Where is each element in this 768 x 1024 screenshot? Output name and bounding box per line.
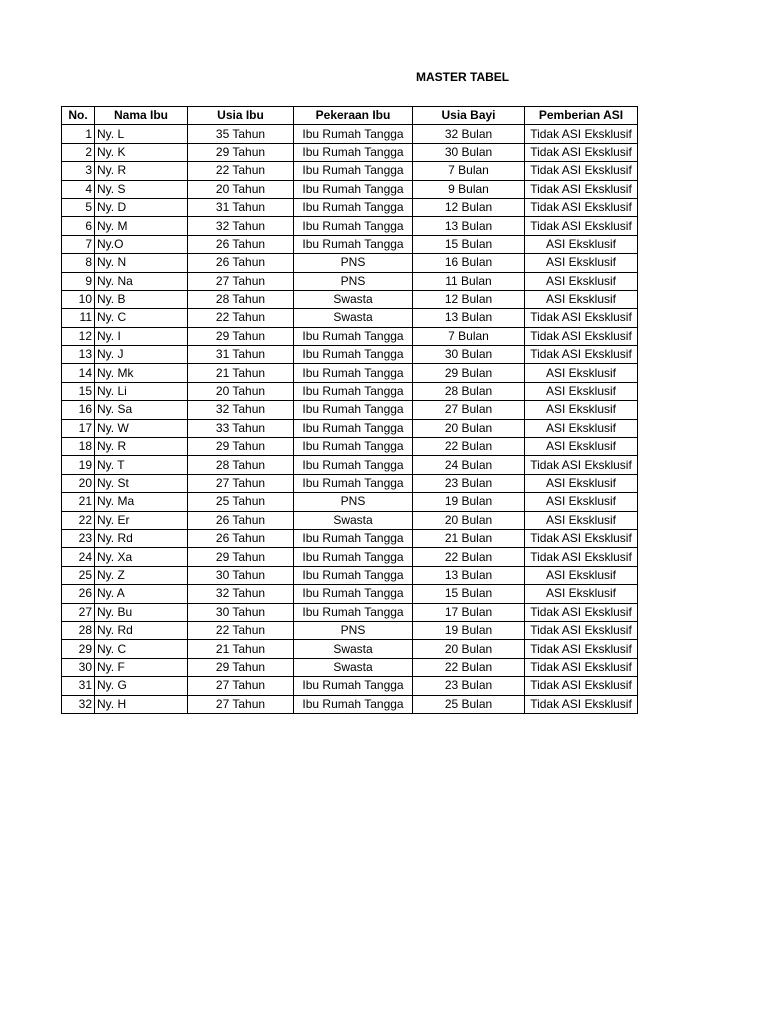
cell-pekerjaan-ibu: Ibu Rumah Tangga [294, 529, 413, 547]
table-row [62, 658, 638, 676]
cell-no: 21 [62, 493, 95, 511]
cell-pemberian-asi: ASI Eksklusif [525, 235, 638, 253]
cell-no: 18 [62, 438, 95, 456]
cell-usia-bayi: 23 Bulan [413, 677, 525, 695]
cell-pemberian-asi: Tidak ASI Eksklusif [525, 456, 638, 474]
table-row [62, 143, 638, 161]
cell-pemberian-asi: Tidak ASI Eksklusif [525, 695, 638, 713]
cell-pemberian-asi: ASI Eksklusif [525, 290, 638, 308]
table-header-row [62, 107, 638, 125]
cell-pekerjaan-ibu: Swasta [294, 511, 413, 529]
cell-usia-ibu: 21 Tahun [188, 364, 294, 382]
cell-pemberian-asi: Tidak ASI Eksklusif [525, 309, 638, 327]
cell-nama-ibu: Ny. A [95, 585, 188, 603]
cell-usia-ibu: 26 Tahun [188, 511, 294, 529]
cell-no: 26 [62, 585, 95, 603]
cell-usia-ibu: 29 Tahun [188, 438, 294, 456]
cell-pekerjaan-ibu: Ibu Rumah Tangga [294, 180, 413, 198]
cell-nama-ibu: Ny. J [95, 346, 188, 364]
table-row [62, 346, 638, 364]
cell-nama-ibu: Ny. Mk [95, 364, 188, 382]
cell-nama-ibu: Ny. B [95, 290, 188, 308]
cell-pemberian-asi: Tidak ASI Eksklusif [525, 603, 638, 621]
cell-nama-ibu: Ny. H [95, 695, 188, 713]
cell-no: 11 [62, 309, 95, 327]
cell-usia-ibu: 29 Tahun [188, 658, 294, 676]
table-row [62, 566, 638, 584]
cell-pekerjaan-ibu: Ibu Rumah Tangga [294, 346, 413, 364]
cell-usia-bayi: 30 Bulan [413, 143, 525, 161]
cell-usia-ibu: 30 Tahun [188, 566, 294, 584]
cell-usia-bayi: 13 Bulan [413, 309, 525, 327]
cell-pekerjaan-ibu: Swasta [294, 640, 413, 658]
cell-pekerjaan-ibu: Ibu Rumah Tangga [294, 438, 413, 456]
table-row [62, 235, 638, 253]
cell-no: 6 [62, 217, 95, 235]
table-row [62, 217, 638, 235]
cell-usia-bayi: 12 Bulan [413, 290, 525, 308]
table-body [62, 125, 638, 714]
cell-usia-bayi: 17 Bulan [413, 603, 525, 621]
cell-nama-ibu: Ny. N [95, 254, 188, 272]
cell-nama-ibu: Ny. St [95, 474, 188, 492]
cell-nama-ibu: Ny. Li [95, 382, 188, 400]
cell-pekerjaan-ibu: Ibu Rumah Tangga [294, 401, 413, 419]
cell-usia-bayi: 20 Bulan [413, 511, 525, 529]
cell-nama-ibu: Ny. Rd [95, 529, 188, 547]
cell-pekerjaan-ibu: Ibu Rumah Tangga [294, 585, 413, 603]
cell-usia-bayi: 19 Bulan [413, 621, 525, 639]
cell-pemberian-asi: ASI Eksklusif [525, 364, 638, 382]
cell-pemberian-asi: Tidak ASI Eksklusif [525, 125, 638, 143]
cell-pekerjaan-ibu: Ibu Rumah Tangga [294, 382, 413, 400]
cell-pemberian-asi: Tidak ASI Eksklusif [525, 143, 638, 161]
cell-usia-bayi: 22 Bulan [413, 548, 525, 566]
cell-no: 2 [62, 143, 95, 161]
cell-no: 5 [62, 198, 95, 216]
cell-pekerjaan-ibu: PNS [294, 272, 413, 290]
cell-usia-ibu: 22 Tahun [188, 309, 294, 327]
table-row [62, 272, 638, 290]
cell-pemberian-asi: ASI Eksklusif [525, 272, 638, 290]
table-row [62, 309, 638, 327]
cell-no: 14 [62, 364, 95, 382]
cell-usia-ibu: 26 Tahun [188, 254, 294, 272]
cell-pekerjaan-ibu: Ibu Rumah Tangga [294, 603, 413, 621]
cell-usia-ibu: 31 Tahun [188, 346, 294, 364]
cell-pekerjaan-ibu: Ibu Rumah Tangga [294, 235, 413, 253]
cell-nama-ibu: Ny. Na [95, 272, 188, 290]
cell-no: 27 [62, 603, 95, 621]
cell-no: 23 [62, 529, 95, 547]
cell-pemberian-asi: Tidak ASI Eksklusif [525, 327, 638, 345]
cell-nama-ibu: Ny. K [95, 143, 188, 161]
cell-no: 24 [62, 548, 95, 566]
cell-usia-ibu: 25 Tahun [188, 493, 294, 511]
cell-pekerjaan-ibu: Ibu Rumah Tangga [294, 456, 413, 474]
cell-usia-bayi: 25 Bulan [413, 695, 525, 713]
cell-usia-bayi: 22 Bulan [413, 438, 525, 456]
cell-pekerjaan-ibu: PNS [294, 493, 413, 511]
cell-nama-ibu: Ny. W [95, 419, 188, 437]
cell-usia-bayi: 13 Bulan [413, 566, 525, 584]
cell-pemberian-asi: Tidak ASI Eksklusif [525, 621, 638, 639]
table-row [62, 640, 638, 658]
cell-usia-bayi: 9 Bulan [413, 180, 525, 198]
cell-no: 1 [62, 125, 95, 143]
cell-no: 10 [62, 290, 95, 308]
header-pekerjaan-ibu: Pekeraan Ibu [294, 107, 413, 125]
cell-usia-ibu: 32 Tahun [188, 585, 294, 603]
cell-no: 12 [62, 327, 95, 345]
cell-pekerjaan-ibu: Ibu Rumah Tangga [294, 143, 413, 161]
header-no: No. [62, 107, 95, 125]
cell-usia-bayi: 23 Bulan [413, 474, 525, 492]
cell-usia-bayi: 20 Bulan [413, 640, 525, 658]
header-nama-ibu: Nama Ibu [95, 107, 188, 125]
cell-pemberian-asi: Tidak ASI Eksklusif [525, 677, 638, 695]
cell-nama-ibu: Ny. Ma [95, 493, 188, 511]
cell-usia-bayi: 27 Bulan [413, 401, 525, 419]
cell-pemberian-asi: Tidak ASI Eksklusif [525, 217, 638, 235]
table-row [62, 695, 638, 713]
cell-usia-bayi: 7 Bulan [413, 162, 525, 180]
cell-usia-ibu: 27 Tahun [188, 695, 294, 713]
cell-no: 19 [62, 456, 95, 474]
cell-pemberian-asi: ASI Eksklusif [525, 566, 638, 584]
cell-no: 30 [62, 658, 95, 676]
cell-usia-bayi: 22 Bulan [413, 658, 525, 676]
cell-usia-bayi: 24 Bulan [413, 456, 525, 474]
cell-pemberian-asi: ASI Eksklusif [525, 474, 638, 492]
cell-usia-ibu: 33 Tahun [188, 419, 294, 437]
cell-pemberian-asi: ASI Eksklusif [525, 419, 638, 437]
table-row [62, 548, 638, 566]
cell-usia-ibu: 26 Tahun [188, 529, 294, 547]
cell-usia-ibu: 28 Tahun [188, 290, 294, 308]
cell-no: 31 [62, 677, 95, 695]
cell-nama-ibu: Ny. Sa [95, 401, 188, 419]
cell-no: 22 [62, 511, 95, 529]
cell-nama-ibu: Ny. T [95, 456, 188, 474]
cell-nama-ibu: Ny. M [95, 217, 188, 235]
cell-no: 8 [62, 254, 95, 272]
cell-nama-ibu: Ny. S [95, 180, 188, 198]
table-row [62, 364, 638, 382]
cell-nama-ibu: Ny. F [95, 658, 188, 676]
table-row [62, 456, 638, 474]
cell-nama-ibu: Ny. R [95, 438, 188, 456]
cell-usia-bayi: 21 Bulan [413, 529, 525, 547]
cell-no: 25 [62, 566, 95, 584]
cell-usia-bayi: 30 Bulan [413, 346, 525, 364]
cell-no: 16 [62, 401, 95, 419]
table-row [62, 327, 638, 345]
cell-usia-ibu: 30 Tahun [188, 603, 294, 621]
cell-usia-bayi: 19 Bulan [413, 493, 525, 511]
cell-nama-ibu: Ny.O [95, 235, 188, 253]
cell-no: 28 [62, 621, 95, 639]
cell-usia-ibu: 26 Tahun [188, 235, 294, 253]
cell-usia-ibu: 29 Tahun [188, 327, 294, 345]
cell-usia-bayi: 32 Bulan [413, 125, 525, 143]
cell-pemberian-asi: Tidak ASI Eksklusif [525, 198, 638, 216]
cell-pekerjaan-ibu: Ibu Rumah Tangga [294, 695, 413, 713]
cell-usia-bayi: 7 Bulan [413, 327, 525, 345]
table-row [62, 621, 638, 639]
cell-usia-bayi: 29 Bulan [413, 364, 525, 382]
cell-usia-bayi: 16 Bulan [413, 254, 525, 272]
table-row [62, 290, 638, 308]
cell-pekerjaan-ibu: Ibu Rumah Tangga [294, 327, 413, 345]
cell-usia-ibu: 22 Tahun [188, 162, 294, 180]
cell-pemberian-asi: ASI Eksklusif [525, 401, 638, 419]
cell-nama-ibu: Ny. Bu [95, 603, 188, 621]
table-row [62, 125, 638, 143]
table-row [62, 401, 638, 419]
cell-no: 17 [62, 419, 95, 437]
cell-pekerjaan-ibu: Ibu Rumah Tangga [294, 125, 413, 143]
cell-nama-ibu: Ny. G [95, 677, 188, 695]
cell-pekerjaan-ibu: Swasta [294, 290, 413, 308]
cell-nama-ibu: Ny. Z [95, 566, 188, 584]
cell-usia-ibu: 27 Tahun [188, 272, 294, 290]
table-row [62, 198, 638, 216]
cell-usia-ibu: 32 Tahun [188, 217, 294, 235]
cell-usia-bayi: 20 Bulan [413, 419, 525, 437]
cell-pemberian-asi: ASI Eksklusif [525, 438, 638, 456]
table-row [62, 529, 638, 547]
cell-pekerjaan-ibu: Ibu Rumah Tangga [294, 364, 413, 382]
cell-pekerjaan-ibu: Swasta [294, 309, 413, 327]
cell-nama-ibu: Ny. Er [95, 511, 188, 529]
table-row [62, 493, 638, 511]
cell-nama-ibu: Ny. Rd [95, 621, 188, 639]
cell-no: 7 [62, 235, 95, 253]
cell-pemberian-asi: Tidak ASI Eksklusif [525, 658, 638, 676]
table-row [62, 511, 638, 529]
cell-pemberian-asi: Tidak ASI Eksklusif [525, 548, 638, 566]
cell-nama-ibu: Ny. R [95, 162, 188, 180]
cell-pekerjaan-ibu: Swasta [294, 658, 413, 676]
cell-no: 20 [62, 474, 95, 492]
cell-pemberian-asi: Tidak ASI Eksklusif [525, 640, 638, 658]
cell-pemberian-asi: ASI Eksklusif [525, 493, 638, 511]
table-row [62, 677, 638, 695]
cell-usia-bayi: 15 Bulan [413, 585, 525, 603]
cell-pekerjaan-ibu: Ibu Rumah Tangga [294, 548, 413, 566]
table-row [62, 603, 638, 621]
cell-usia-bayi: 28 Bulan [413, 382, 525, 400]
cell-pemberian-asi: Tidak ASI Eksklusif [525, 346, 638, 364]
table-row [62, 585, 638, 603]
cell-pemberian-asi: ASI Eksklusif [525, 254, 638, 272]
cell-usia-ibu: 28 Tahun [188, 456, 294, 474]
cell-usia-ibu: 27 Tahun [188, 474, 294, 492]
cell-usia-ibu: 20 Tahun [188, 180, 294, 198]
cell-no: 15 [62, 382, 95, 400]
cell-nama-ibu: Ny. Xa [95, 548, 188, 566]
cell-usia-ibu: 35 Tahun [188, 125, 294, 143]
cell-usia-bayi: 15 Bulan [413, 235, 525, 253]
header-usia-ibu: Usia Ibu [188, 107, 294, 125]
cell-no: 9 [62, 272, 95, 290]
table-row [62, 162, 638, 180]
cell-pekerjaan-ibu: PNS [294, 621, 413, 639]
cell-pekerjaan-ibu: Ibu Rumah Tangga [294, 566, 413, 584]
cell-usia-ibu: 29 Tahun [188, 143, 294, 161]
cell-nama-ibu: Ny. C [95, 640, 188, 658]
cell-nama-ibu: Ny. I [95, 327, 188, 345]
cell-pemberian-asi: Tidak ASI Eksklusif [525, 180, 638, 198]
cell-pekerjaan-ibu: PNS [294, 254, 413, 272]
cell-nama-ibu: Ny. D [95, 198, 188, 216]
cell-usia-ibu: 27 Tahun [188, 677, 294, 695]
cell-pekerjaan-ibu: Ibu Rumah Tangga [294, 198, 413, 216]
cell-pemberian-asi: ASI Eksklusif [525, 511, 638, 529]
cell-usia-bayi: 13 Bulan [413, 217, 525, 235]
header-usia-bayi: Usia Bayi [413, 107, 525, 125]
table-row [62, 438, 638, 456]
cell-no: 3 [62, 162, 95, 180]
cell-pemberian-asi: Tidak ASI Eksklusif [525, 529, 638, 547]
cell-usia-ibu: 20 Tahun [188, 382, 294, 400]
cell-usia-ibu: 31 Tahun [188, 198, 294, 216]
cell-pekerjaan-ibu: Ibu Rumah Tangga [294, 419, 413, 437]
cell-pemberian-asi: ASI Eksklusif [525, 585, 638, 603]
cell-pekerjaan-ibu: Ibu Rumah Tangga [294, 162, 413, 180]
cell-nama-ibu: Ny. C [95, 309, 188, 327]
header-pemberian-asi: Pemberian ASI [525, 107, 638, 125]
cell-pemberian-asi: ASI Eksklusif [525, 382, 638, 400]
table-row [62, 419, 638, 437]
cell-no: 32 [62, 695, 95, 713]
table-row [62, 474, 638, 492]
cell-no: 29 [62, 640, 95, 658]
cell-usia-bayi: 12 Bulan [413, 198, 525, 216]
cell-usia-bayi: 11 Bulan [413, 272, 525, 290]
cell-nama-ibu: Ny. L [95, 125, 188, 143]
table-row [62, 254, 638, 272]
cell-pekerjaan-ibu: Ibu Rumah Tangga [294, 474, 413, 492]
cell-pemberian-asi: Tidak ASI Eksklusif [525, 162, 638, 180]
master-table [61, 106, 638, 714]
page-title: MASTER TABEL [416, 70, 510, 84]
cell-usia-ibu: 21 Tahun [188, 640, 294, 658]
cell-no: 13 [62, 346, 95, 364]
cell-usia-ibu: 22 Tahun [188, 621, 294, 639]
table-row [62, 382, 638, 400]
cell-no: 4 [62, 180, 95, 198]
cell-pekerjaan-ibu: Ibu Rumah Tangga [294, 677, 413, 695]
cell-usia-ibu: 29 Tahun [188, 548, 294, 566]
table-row [62, 180, 638, 198]
cell-usia-ibu: 32 Tahun [188, 401, 294, 419]
cell-pekerjaan-ibu: Ibu Rumah Tangga [294, 217, 413, 235]
